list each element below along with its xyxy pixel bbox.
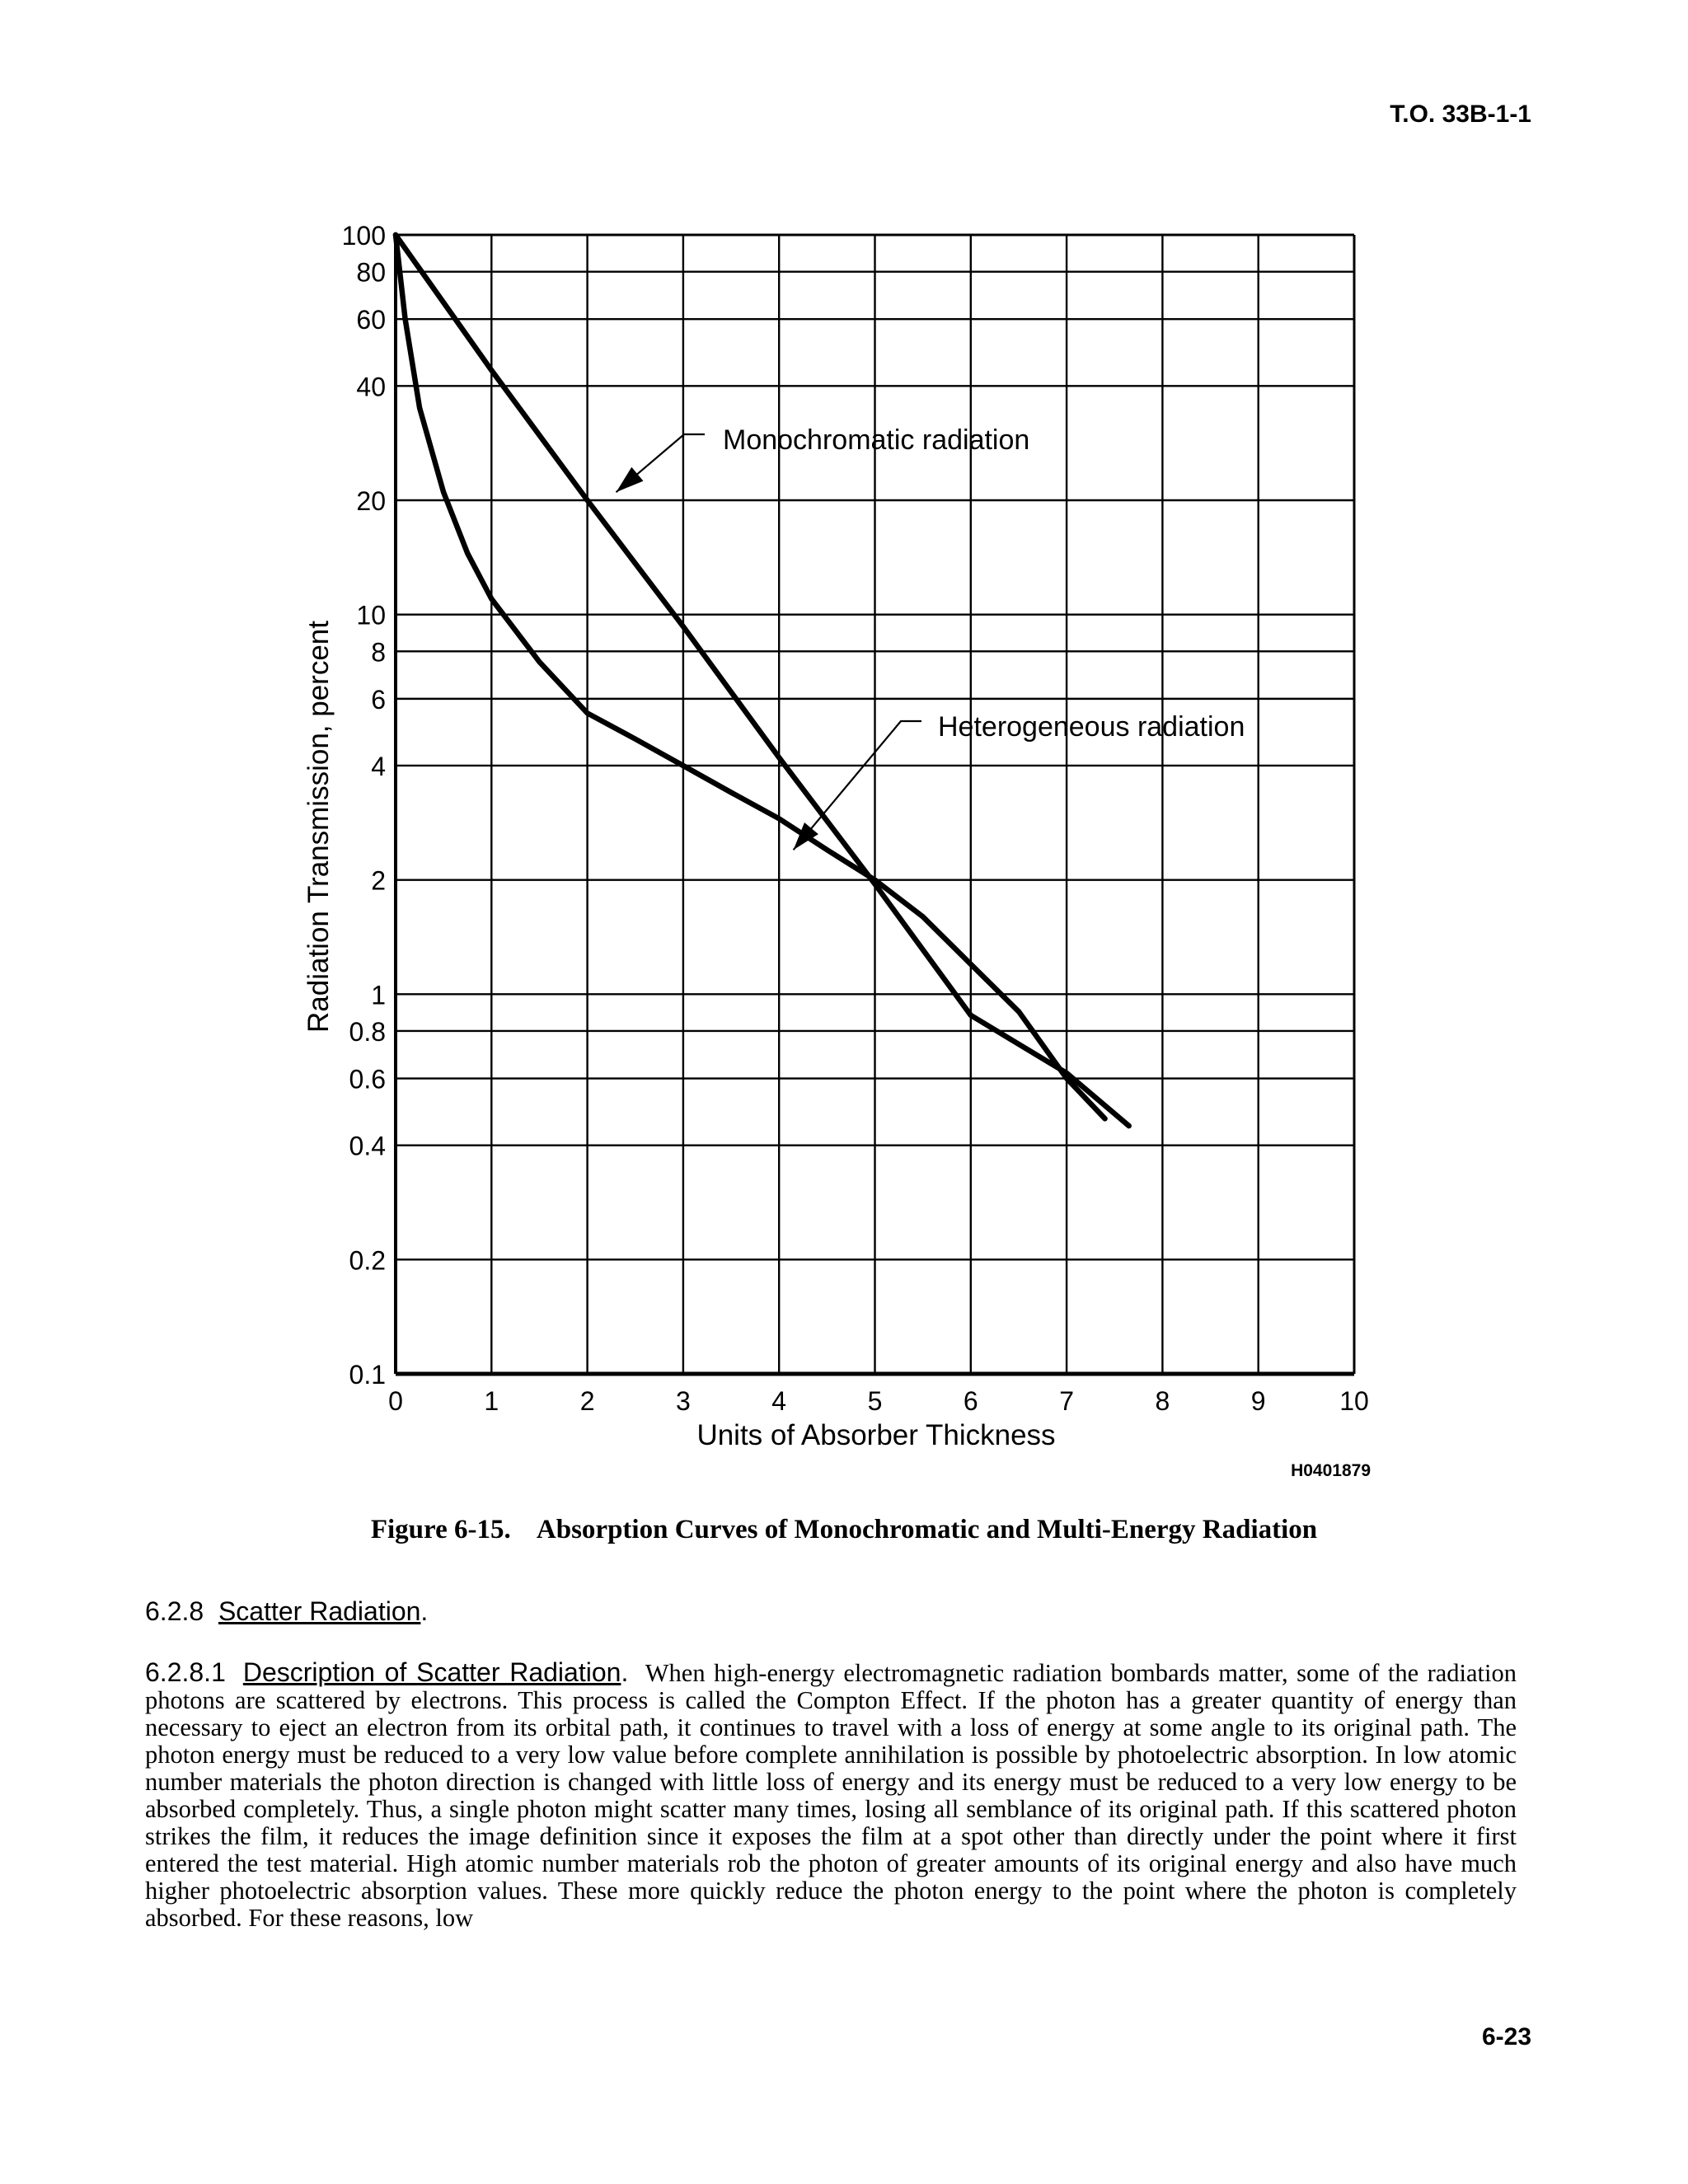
- y-tick-label: 0.6: [349, 1064, 386, 1094]
- y-tick-labels: [342, 221, 386, 1390]
- arrowhead: [617, 467, 644, 492]
- x-tick-label: 0: [388, 1386, 403, 1416]
- chart-annotations: [617, 424, 1245, 850]
- y-tick-label: 0.2: [349, 1245, 386, 1276]
- x-tick-label: 4: [771, 1386, 787, 1416]
- y-tick-label: 100: [341, 221, 386, 251]
- y-tick-label: 60: [356, 305, 386, 335]
- section-number: 6.2.8: [145, 1596, 204, 1626]
- y-tick-label: 80: [356, 257, 386, 288]
- chart-grid: [396, 235, 1354, 1374]
- chart-series: [396, 235, 1129, 1126]
- x-tick-label: 1: [484, 1386, 499, 1416]
- y-tick-label: 0.1: [349, 1360, 386, 1390]
- x-tick-label: 5: [867, 1386, 883, 1416]
- y-tick-label: 20: [356, 485, 386, 516]
- y-tick-label: 1: [371, 980, 386, 1010]
- y-tick-label: 40: [356, 372, 386, 402]
- y-axis-title: Radiation Transmission, percent: [302, 621, 335, 1033]
- heterogeneous-curve: [396, 235, 1105, 1118]
- y-tick-label: 6: [371, 684, 386, 715]
- y-tick-label: 10: [356, 600, 386, 630]
- page-number: 6-23: [1481, 2023, 1531, 2050]
- paragraph-body: When high-energy electromagnetic radiation bombards matter, some of the radiation photons are scattered by electrons. This process is called the Compton Effect. If the photon has a greater quantity of energy than necessary to eject an electron from its orbital path, it continues to travel with a loss of energy at some angle to its original path. The photon energy must be reduced to a very low value before complete annihilation is possible by photoelectric absorption. In low atomic number materials the photon direction is changed with little loss of energy and its energy must be reduced to a very low energy to be absorbed completely. Thus, a single photon might scatter many times, losing all semblance of its original path. If this scattered photon strikes the film, it reduces the image definition since it exposes the film at a spot other than directly under the point where it first entered the test material. High atomic number materials rob the photon of greater amounts of its original energy and also have much higher photoelectric absorption values. These more quickly reduce the photon energy to the point where the photon is completely absorbed. For these reasons, low: [145, 1659, 1517, 1932]
- heterogeneous-label: Heterogeneous radiation: [938, 711, 1245, 743]
- monochromatic-label: Monochromatic radiation: [723, 424, 1030, 456]
- figure-id-code: H0401879: [1291, 1461, 1371, 1480]
- x-tick-label: 7: [1059, 1386, 1074, 1416]
- x-tick-label: 9: [1250, 1386, 1266, 1416]
- x-axis-title: Units of Absorber Thickness: [696, 1419, 1056, 1451]
- y-tick-label: 8: [371, 637, 386, 668]
- x-tick-label: 8: [1155, 1386, 1170, 1416]
- figure-caption: Figure 6-15. Absorption Curves of Monochromatic and Multi-Energy Radiation: [370, 1515, 1318, 1544]
- paragraph-6-2-8-1: 6.2.8.1 Description of Scatter Radiation. When high-energy electromagnetic radiation bombards matter, some of the radiation photons are scattered by electrons. This process is called the Compton Effect. If the photon has a greater quantity of energy than necessary to eject an electron from its orbital path, it continues to travel with a loss of energy at some angle to its original path. The photon energy must be reduced to a very low value before complete annihilation is possible by photoelectric absorption. In low atomic number materials the photon direction is changed with little loss of energy and its energy must be reduced to a very low energy to be absorbed completely. Thus, a single photon might scatter many times, losing all semblance of its original path. If this scattered photon strikes the film, it reduces the image definition since it exposes the film at a spot other than directly under the point where it first entered the test material. High atomic number materials rob the photon of greater amounts of its original energy and also have much higher photoelectric absorption values. These more quickly reduce the photon energy to the point where the photon is completely absorbed. For these reasons, low: [145, 1657, 1517, 1932]
- y-tick-label: 4: [371, 751, 386, 781]
- x-tick-label: 10: [1339, 1386, 1369, 1416]
- x-tick-label: 3: [676, 1386, 691, 1416]
- y-tick-label: 0.4: [349, 1131, 386, 1161]
- paragraph-title: Description of Scatter Radiation: [242, 1657, 621, 1687]
- arrowhead: [794, 823, 818, 850]
- x-tick-labels: [388, 1386, 1369, 1416]
- document-id: T.O. 33B-1-1: [1390, 101, 1531, 128]
- paragraph-number: 6.2.8.1: [145, 1657, 226, 1687]
- x-tick-label: 6: [963, 1386, 978, 1416]
- x-tick-label: 2: [579, 1386, 595, 1416]
- y-tick-label: 0.8: [349, 1016, 386, 1047]
- monochromatic-curve: [396, 235, 1129, 1126]
- section-title: Scatter Radiation: [218, 1596, 421, 1626]
- section-heading: 6.2.8 Scatter Radiation.: [145, 1596, 429, 1626]
- y-tick-label: 2: [371, 865, 386, 896]
